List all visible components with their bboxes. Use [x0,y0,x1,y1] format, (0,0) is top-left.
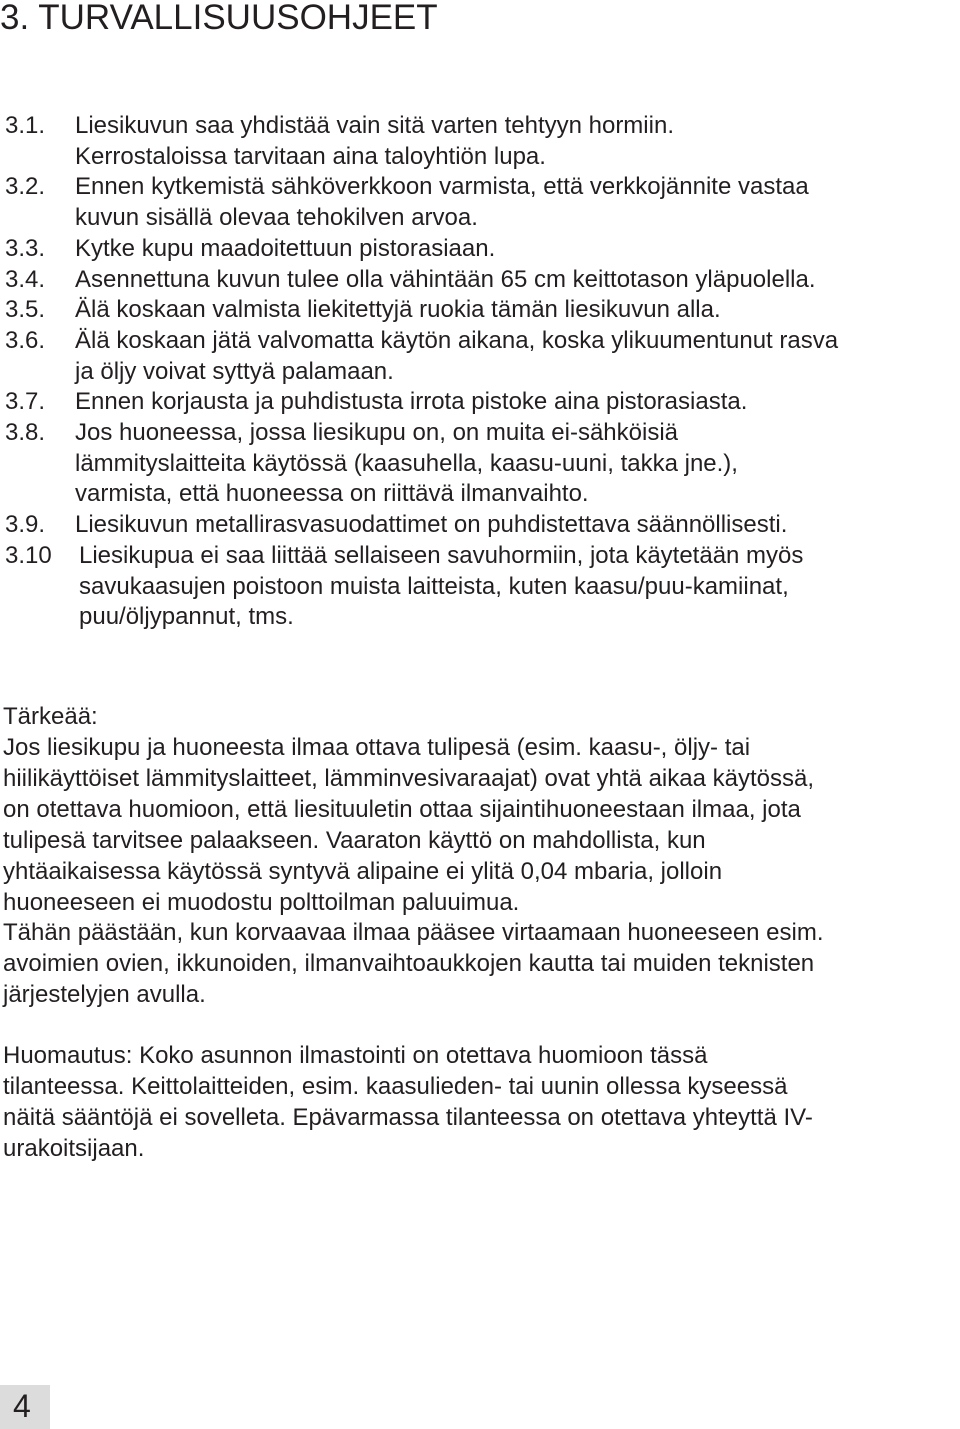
list-item [5,326,960,387]
item-number: 3.10 [5,541,52,569]
page-number: 4 [13,1388,31,1424]
list-item [5,111,960,172]
list-item [5,265,960,296]
item-text: Liesikuvun metallirasvasuodattimet on puhdistettava säännöllisesti. [75,511,788,539]
item-number: 3.5. [5,296,46,324]
list-item [5,418,960,510]
item-text: Jos huoneessa, jossa liesikupu on, on muita ei-sähköisiä lämmityslaitteita käytössä (kaasuhella, kaasu-uuni, takka jne.), varmista, että huoneessa on riittävä ilmanvaihto. [75,419,738,508]
page-title: 3. TURVALLISUUSOHJEET [0,0,438,37]
item-number: 3.7. [5,388,46,416]
item-text: Asennettuna kuvun tulee olla vähintään 65 cm keittotason yläpuolella. [75,265,816,293]
item-text: Liesikuvun saa yhdistää vain sitä varten tehtyyn hormiin. Kerrostaloissa tarvitaan aina taloyhtiön lupa. [75,112,674,170]
list-item [5,510,960,541]
list-item [5,387,960,418]
note-paragraph: Huomautus: Koko asunnon ilmastointi on otettava huomioon tässä tilanteessa. Keittolaitteiden, esim. kaasulieden- tai uunin ollessa kyseessä näitä sääntöjä ei sovelleta. Epävarmassa tilanteessa on otettava yhteyttä IV- urakoitsijaan. [3,1042,813,1162]
item-text: Ennen kytkemistä sähköverkkoon varmista, että verkkojännite vastaa kuvun sisällä olevaa tehokilven arvoa. [75,173,809,232]
list-item [5,295,960,326]
item-text: Älä koskaan jätä valvomatta käytön aikana, koska ylikuumentunut rasva ja öljy voivat syttyä palamaan. [75,326,839,385]
important-heading: Tärkeää: [3,703,98,730]
important-paragraph: Jos liesikupu ja huoneesta ilmaa ottava tulipesä (esim. kaasu-, öljy- tai hiilikäyttöiset lämmityslaitteet, lämminvesivaraajat) ovat yhtä aikaa käytössä, on otettava huomioon, että liesituuletin ottaa sijaintihuoneestaan ilmaa, jota tulipesä tarvitsee palaakseen. Vaaraton käyttö on mahdollista, kun yhtäaikaisessa käytössä syntyvä alipaine ei ylitä 0,04 mbaria, jolloin huoneeseen ei muodostu polttoilman paluuimua. Tähän päästään, kun korvaavaa ilmaa pääsee virtaamaan huoneeseen esim. avoimien ovien, ikkunoiden, ilmanvaihtoaukkojen kautta tai muiden teknisten järjestelyjen avulla. [3,734,824,1009]
item-number: 3.2. [5,173,46,201]
item-number: 3.3. [5,234,46,262]
item-text: Ennen korjausta ja puhdistusta irrota pistoke aina pistorasiasta. [75,388,748,416]
item-number: 3.4. [5,265,46,293]
item-number: 3.1. [5,112,46,139]
item-text: Liesikupua ei saa liittää sellaiseen savuhormiin, jota käytetään myös savukaasujen poistoon muista laitteista, kuten kaasu/puu-kamiinat, puu/öljypannut, tms. [79,541,804,631]
list-item [5,234,960,265]
item-number: 3.6. [5,326,46,354]
item-text: Kytke kupu maadoitettuun pistorasiaan. [75,234,496,262]
item-number: 3.9. [5,511,46,539]
list-item [5,541,960,633]
item-text: Älä koskaan valmista liekitettyjä ruokia tämän liesikuvun alla. [75,296,721,324]
list-item [5,172,960,233]
item-number: 3.8. [5,419,46,447]
safety-instructions-list [5,111,960,633]
